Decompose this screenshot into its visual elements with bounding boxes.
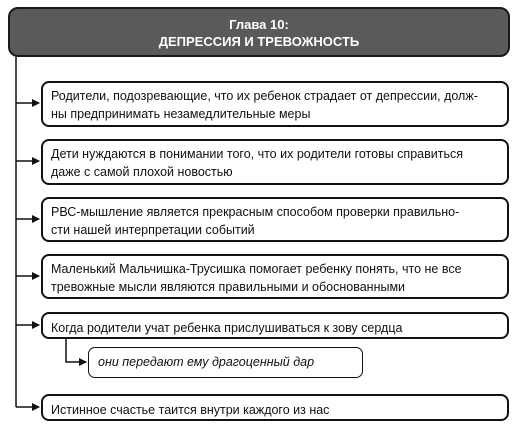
node-item-4 xyxy=(41,254,509,299)
node-item-3-line-2: сти нашей интерпретации событий xyxy=(51,223,255,237)
chapter-title: ДЕПРЕССИЯ И ТРЕВОЖНОСТЬ xyxy=(158,34,360,49)
node-item-1-line-1: Родители, подозревающие, что их ребенок страдает от депрессии, долж- xyxy=(51,89,478,103)
node-item-5 xyxy=(41,312,509,339)
node-item-4-line-2: тревожные мысли являются правильными и обоснованными xyxy=(51,280,406,294)
node-item-1-line-2: ны предпринимать незамедлительные меры xyxy=(51,107,311,121)
node-item-6 xyxy=(41,394,509,421)
node-item-4-line-1: Маленький Мальчишка-Трусишка помогает ребенку понять, что не все xyxy=(51,262,462,276)
sub-branch-arrow xyxy=(66,338,86,362)
node-item-1 xyxy=(41,81,509,127)
node-item-6-line-1: Истинное счастье таится внутри каждого из нас xyxy=(51,403,330,417)
node-item-2-line-1: Дети нуждаются в понимании того, что их родители готовы справиться xyxy=(51,147,463,161)
node-item-2-line-2: даже с самой плохой новостью xyxy=(51,165,233,179)
node-item-2 xyxy=(41,139,509,185)
chapter-number: Глава 10: xyxy=(229,17,289,32)
sub-node-text: они передают ему драгоценный дар xyxy=(98,355,315,369)
node-item-3-line-1: РВС-мышление является прекрасным способом проверки правильно- xyxy=(51,205,460,219)
node-item-3 xyxy=(41,197,509,242)
node-item-5-line-1: Когда родители учат ребенка прислушиваться к зову сердца xyxy=(51,321,403,335)
sub-node xyxy=(88,347,363,378)
